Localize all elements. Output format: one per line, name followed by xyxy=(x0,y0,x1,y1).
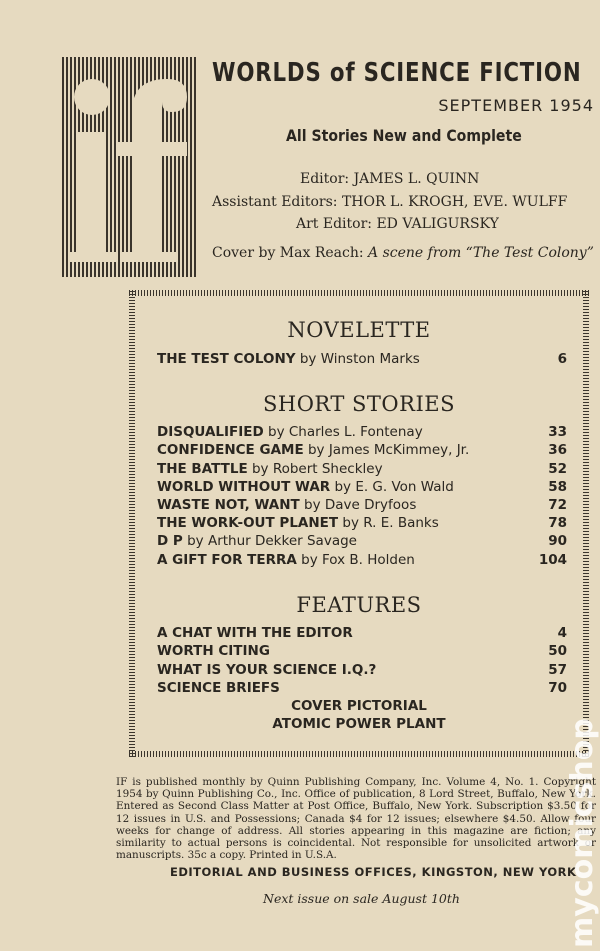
cover-pictorial-subject: ATOMIC POWER PLANT xyxy=(272,716,446,732)
watermark xyxy=(564,700,600,951)
entry-author: by R. E. Banks xyxy=(338,515,439,531)
entry-author: by Robert Sheckley xyxy=(247,461,383,477)
entry-page: 72 xyxy=(548,497,567,513)
entry-title: THE BATTLE xyxy=(157,461,248,477)
entry-author: by Winston Marks xyxy=(295,351,420,367)
watermark-text: mycomicshop xyxy=(565,718,600,948)
entry-author: by E. G. Von Wald xyxy=(330,479,454,495)
entry-author: by Charles L. Fontenay xyxy=(263,424,423,440)
if-logo xyxy=(62,57,197,277)
feature-entry xyxy=(157,625,567,641)
contents-entry xyxy=(157,552,567,568)
entry-author: by Fox B. Holden xyxy=(296,552,415,568)
entry-page: 70 xyxy=(548,680,567,696)
contents-entry xyxy=(157,479,567,495)
if-logo-lettering xyxy=(62,57,197,277)
publication-fine-print: IF is published monthly by Quinn Publishing Company, Inc. Volume 4, No. 1. Copyright 1954 by Quinn Publishing Co., Inc. Office of publication, 8 Lord Street, Buffalo, New York. Entered as Second Class Matter at Post Office, Buffalo, New York. Subscription $3.50 for 12 issues in U.S. and Possessions; Canada $4 for 12 issues; elsewhere $4.50. Allow four weeks for change of address. All stories appearing in this magazine are fiction; any similarity to actual persons is coincidental. Not responsible for unsolicited artwork or manuscripts. 35c a copy. Printed in U.S.A. xyxy=(116,776,596,862)
contents-entry xyxy=(157,442,567,458)
feature-entry xyxy=(157,643,567,659)
entry-title: THE WORK-OUT PLANET xyxy=(157,515,339,531)
entry-title: SCIENCE BRIEFS xyxy=(157,680,280,696)
assistant-editors-line: Assistant Editors: THOR L. KROGH, EVE. WULFF xyxy=(212,194,568,210)
editor-line: Editor: JAMES L. QUINN xyxy=(300,171,480,187)
entry-title: A GIFT FOR TERRA xyxy=(157,552,297,568)
contents-entry xyxy=(157,351,567,367)
tagline: All Stories New and Complete xyxy=(286,126,522,145)
entry-title: CONFIDENCE GAME xyxy=(157,442,304,458)
entry-title: A CHAT WITH THE EDITOR xyxy=(157,625,353,641)
next-issue-notice: Next issue on sale August 10th xyxy=(263,891,460,906)
cover-credit-scene: A scene from “The Test Colony” xyxy=(368,245,594,261)
entry-title: WORLD WITHOUT WAR xyxy=(157,479,331,495)
entry-title: WASTE NOT, WANT xyxy=(157,497,300,513)
entry-title: THE TEST COLONY xyxy=(157,351,296,367)
contents-entry xyxy=(157,461,567,477)
entry-title: WHAT IS YOUR SCIENCE I.Q.? xyxy=(157,662,377,678)
contents-entry xyxy=(157,424,567,440)
magazine-title: WORLDS of SCIENCE FICTION xyxy=(212,58,582,88)
cover-pictorial-label: COVER PICTORIAL xyxy=(291,698,427,714)
feature-entry xyxy=(157,680,567,696)
entry-page: 52 xyxy=(548,461,567,477)
offices-line: EDITORIAL AND BUSINESS OFFICES, KINGSTON, NEW YORK xyxy=(170,865,577,879)
entry-page: 90 xyxy=(548,533,567,549)
entry-page: 33 xyxy=(548,424,567,440)
cover-credit-prefix: Cover by Max Reach: xyxy=(212,245,369,261)
issue-date: SEPTEMBER 1954 xyxy=(438,96,594,115)
entry-title: D P xyxy=(157,533,183,549)
novelette-heading: NOVELETTE xyxy=(287,318,431,342)
entry-page: 58 xyxy=(548,479,567,495)
art-editor-line: Art Editor: ED VALIGURSKY xyxy=(296,216,499,232)
entry-title: DISQUALIFIED xyxy=(157,424,264,440)
contents-entry xyxy=(157,515,567,531)
entry-author: by Arthur Dekker Savage xyxy=(182,533,357,549)
entry-author: by Dave Dryfoos xyxy=(299,497,417,513)
entry-page: 78 xyxy=(548,515,567,531)
entry-page: 36 xyxy=(548,442,567,458)
short-stories-heading: SHORT STORIES xyxy=(263,392,455,416)
contents-entry xyxy=(157,497,567,513)
entry-page: 6 xyxy=(557,351,567,367)
cover-credit-line xyxy=(212,245,594,261)
entry-page: 104 xyxy=(538,552,567,568)
contents-entry xyxy=(157,533,567,549)
entry-page: 57 xyxy=(548,662,567,678)
features-heading: FEATURES xyxy=(296,593,422,617)
entry-page: 50 xyxy=(548,643,567,659)
entry-page: 4 xyxy=(557,625,567,641)
entry-title: WORTH CITING xyxy=(157,643,270,659)
entry-author: by James McKimmey, Jr. xyxy=(303,442,470,458)
feature-entry xyxy=(157,662,567,678)
